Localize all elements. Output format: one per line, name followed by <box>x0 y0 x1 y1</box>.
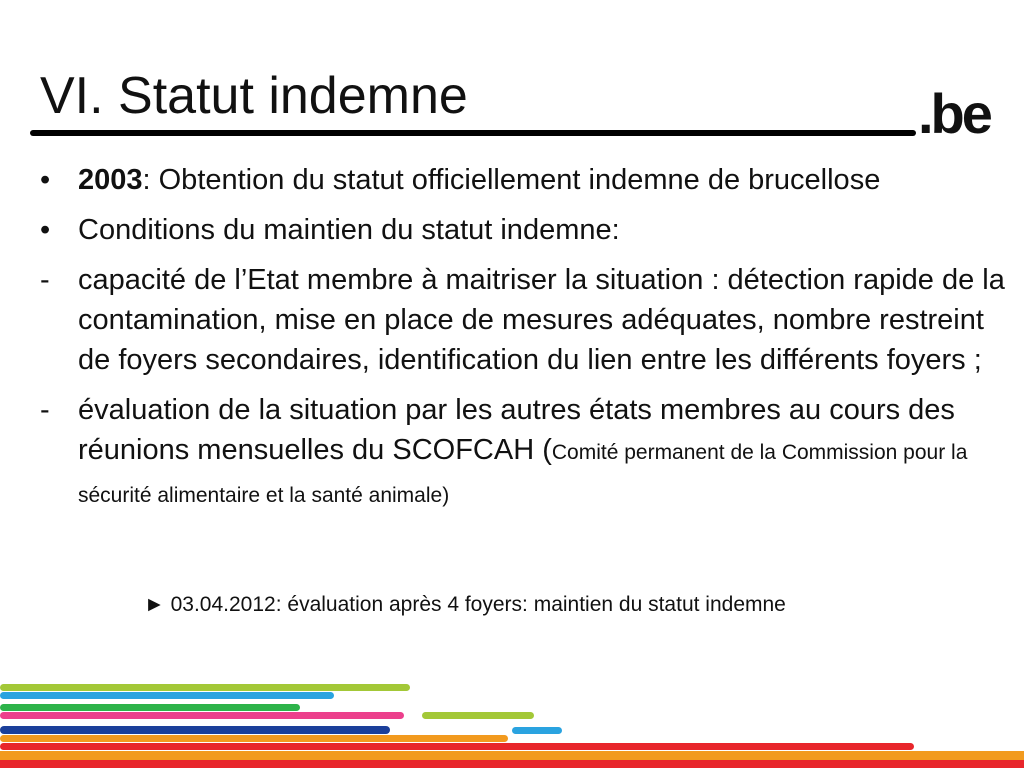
bullet-item <box>40 160 1010 200</box>
committee-name: Comité permanent de la Commission pour la sécurité alimentaire et la santé animale) <box>78 441 968 507</box>
decor-stripe-lime-2 <box>422 712 534 719</box>
decor-stripe-navy <box>0 726 390 734</box>
evaluation-note: ► 03.04.2012: évaluation après 4 foyers: maintien du statut indemne <box>144 593 786 616</box>
decor-stripe-red <box>0 743 914 750</box>
decor-stripe-lime-1 <box>0 684 410 691</box>
decor-stripe-blue-1 <box>0 692 334 699</box>
bullet-year: 2003 <box>78 164 143 196</box>
decor-stripe-green <box>0 704 300 711</box>
dash-marker: - <box>40 394 50 426</box>
be-logo: .be <box>918 82 990 145</box>
bullet-item <box>40 210 1010 250</box>
title-underline <box>30 130 916 136</box>
decor-stripe-orange <box>0 735 508 742</box>
bullet-text: Conditions du maintien du statut indemne: <box>78 214 620 246</box>
dash-text: évaluation de la situation par les autres états membres au cours des réunions mensuelles du SCOFCAH (Comité permanent de la Commission pour la sécurité alimentaire et la santé animale) <box>78 394 968 507</box>
decor-stripe-blue-2 <box>512 727 562 734</box>
decor-stripe-red-2 <box>0 760 1024 768</box>
decor-stripe-pink <box>0 712 404 719</box>
dash-marker: - <box>40 264 50 296</box>
dash-item <box>40 260 1010 380</box>
bullet-text: 2003: Obtention du statut officiellement indemne de brucellose <box>78 164 881 196</box>
bullet-marker: • <box>40 164 51 196</box>
slide-title: VI. Statut indemne <box>40 67 468 125</box>
dash-text: capacité de l’Etat membre à maitriser la situation : détection rapide de la contamination, mise en place de mesures adéquates, nombre restreint de foyers secondaires, identification du lien entre les différents foyers ; <box>78 264 1005 376</box>
bullet-list <box>40 160 1010 526</box>
bullet-marker: • <box>40 214 51 246</box>
dash-item <box>40 390 1010 516</box>
